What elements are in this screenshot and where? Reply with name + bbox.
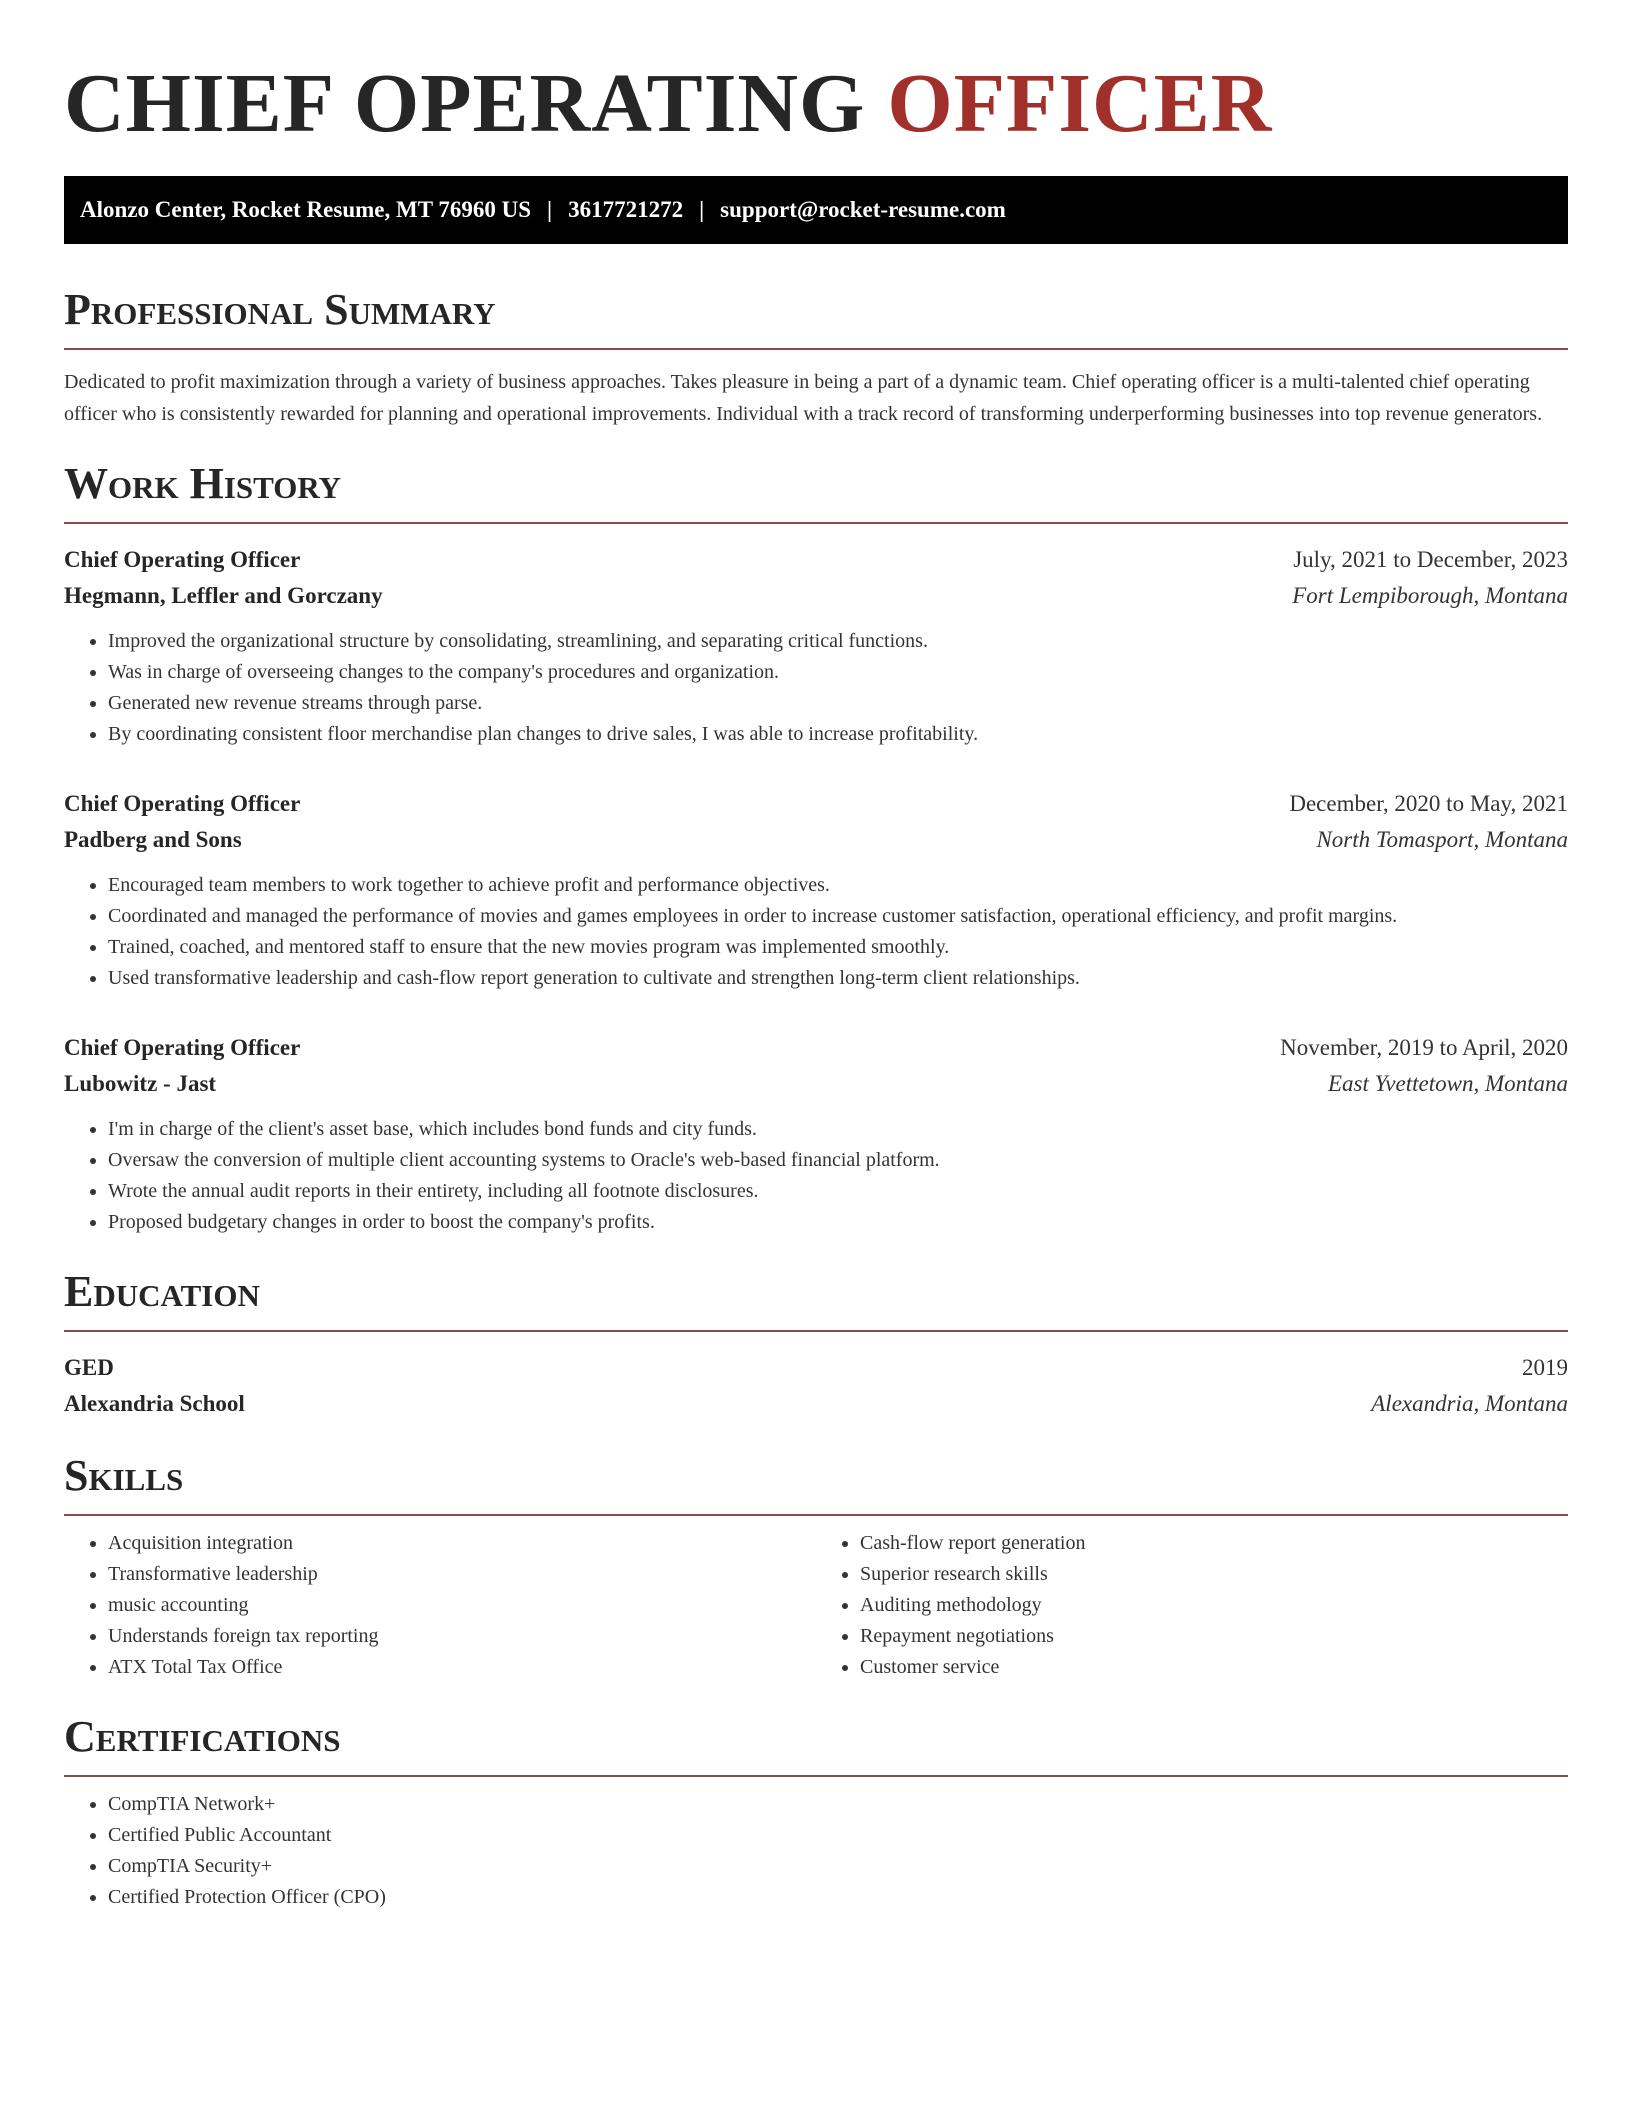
list-item: • Coordinated and managed the performance of movies and games employees in order to increase customer satisfaction, operational efficiency, and profit margins. [108,901,1568,932]
resume-title [64,56,1568,152]
contact-phone: 3617721272 [568,197,684,222]
list-item: • Cash-flow report generation [860,1528,1568,1559]
list-item: • Oversaw the conversion of multiple client accounting systems to Oracle's web-based financial platform. [108,1145,1568,1176]
contact-address: Alonzo Center, Rocket Resume, MT 76960 US [80,197,532,222]
job-company: Padberg and Sons [64,827,242,852]
list-item: • CompTIA Security+ [108,1851,1568,1882]
work-history-section [64,458,1568,1238]
list-item: • Improved the organizational structure by consolidating, streamlining, and separating critical functions. [108,626,1568,657]
job-location: Fort Lempiborough, Montana [1292,583,1568,608]
list-item: • Certified Public Accountant [108,1820,1568,1851]
job-entry [64,1030,1568,1238]
section-title: Work History [64,458,1568,524]
skills-list-right [816,1528,1568,1683]
title-main: CHIEF OPERATING [64,57,866,150]
skills-section [64,1450,1568,1683]
contact-email: support@rocket-resume.com [720,197,1006,222]
section-title: Skills [64,1450,1568,1516]
list-item: • Encouraged team members to work together to achieve profit and performance objectives. [108,870,1568,901]
list-item: • Used transformative leadership and cash-flow report generation to cultivate and strengthen long-term client relationships. [108,963,1568,994]
list-item: • Superior research skills [860,1559,1568,1590]
list-item: • Repayment negotiations [860,1621,1568,1652]
summary-section [64,284,1568,430]
certifications-section [64,1711,1568,1913]
section-title: Professional Summary [64,284,1568,350]
list-item: • CompTIA Network+ [108,1789,1568,1820]
title-accent: OFFICER [887,57,1273,150]
education-year: 2019 [1522,1355,1568,1380]
contact-separator: | [699,197,705,222]
job-dates: November, 2019 to April, 2020 [1280,1035,1568,1060]
list-item: • Proposed budgetary changes in order to boost the company's profits. [108,1207,1568,1238]
section-title: Education [64,1266,1568,1332]
job-dates: July, 2021 to December, 2023 [1293,547,1568,572]
job-location: East Yvettetown, Montana [1327,1071,1568,1096]
skills-list-left [64,1528,816,1683]
certifications-list [64,1789,1568,1913]
education-entry [64,1350,1568,1422]
job-bullets [64,626,1568,750]
job-company: Hegmann, Leffler and Gorczany [64,583,383,608]
education-degree: GED [64,1355,114,1380]
job-company: Lubowitz - Jast [64,1071,217,1096]
contact-bar [64,176,1568,244]
section-title: Certifications [64,1711,1568,1777]
summary-text: Dedicated to profit maximization through a variety of business approaches. Takes pleasure in being a part of a dynamic team. Chief operating officer is a multi-talented chief operating officer who is consistently rewarded for planning and operational improvements. Individual with a track record of transforming underperforming businesses into top revenue generators. [64,371,1543,425]
list-item: • Was in charge of overseeing changes to the company's procedures and organization. [108,657,1568,688]
education-location: Alexandria, Montana [1371,1391,1568,1416]
list-item: • Certified Protection Officer (CPO) [108,1882,1568,1913]
job-entry [64,542,1568,750]
contact-separator: | [547,197,553,222]
list-item: • Auditing methodology [860,1590,1568,1621]
job-role: Chief Operating Officer [64,547,301,572]
job-bullets [64,1114,1568,1238]
list-item: • Wrote the annual audit reports in their entirety, including all footnote disclosures. [108,1176,1568,1207]
list-item: • Acquisition integration [108,1528,816,1559]
list-item: • Generated new revenue streams through parse. [108,688,1568,719]
education-school: Alexandria School [64,1391,245,1416]
job-entry [64,786,1568,994]
list-item: • I'm in charge of the client's asset base, which includes bond funds and city funds. [108,1114,1568,1145]
education-section [64,1266,1568,1422]
skills-grid [64,1528,1568,1683]
list-item: • Customer service [860,1652,1568,1683]
job-location: North Tomasport, Montana [1316,827,1568,852]
list-item: • By coordinating consistent floor merchandise plan changes to drive sales, I was able to increase profitability. [108,719,1568,750]
list-item: • Understands foreign tax reporting [108,1621,816,1652]
job-role: Chief Operating Officer [64,791,301,816]
list-item: • Transformative leadership [108,1559,816,1590]
job-role: Chief Operating Officer [64,1035,301,1060]
job-dates: December, 2020 to May, 2021 [1289,791,1568,816]
list-item: • ATX Total Tax Office [108,1652,816,1683]
list-item: • music accounting [108,1590,816,1621]
job-bullets [64,870,1568,994]
list-item: • Trained, coached, and mentored staff to ensure that the new movies program was implemented smoothly. [108,932,1568,963]
